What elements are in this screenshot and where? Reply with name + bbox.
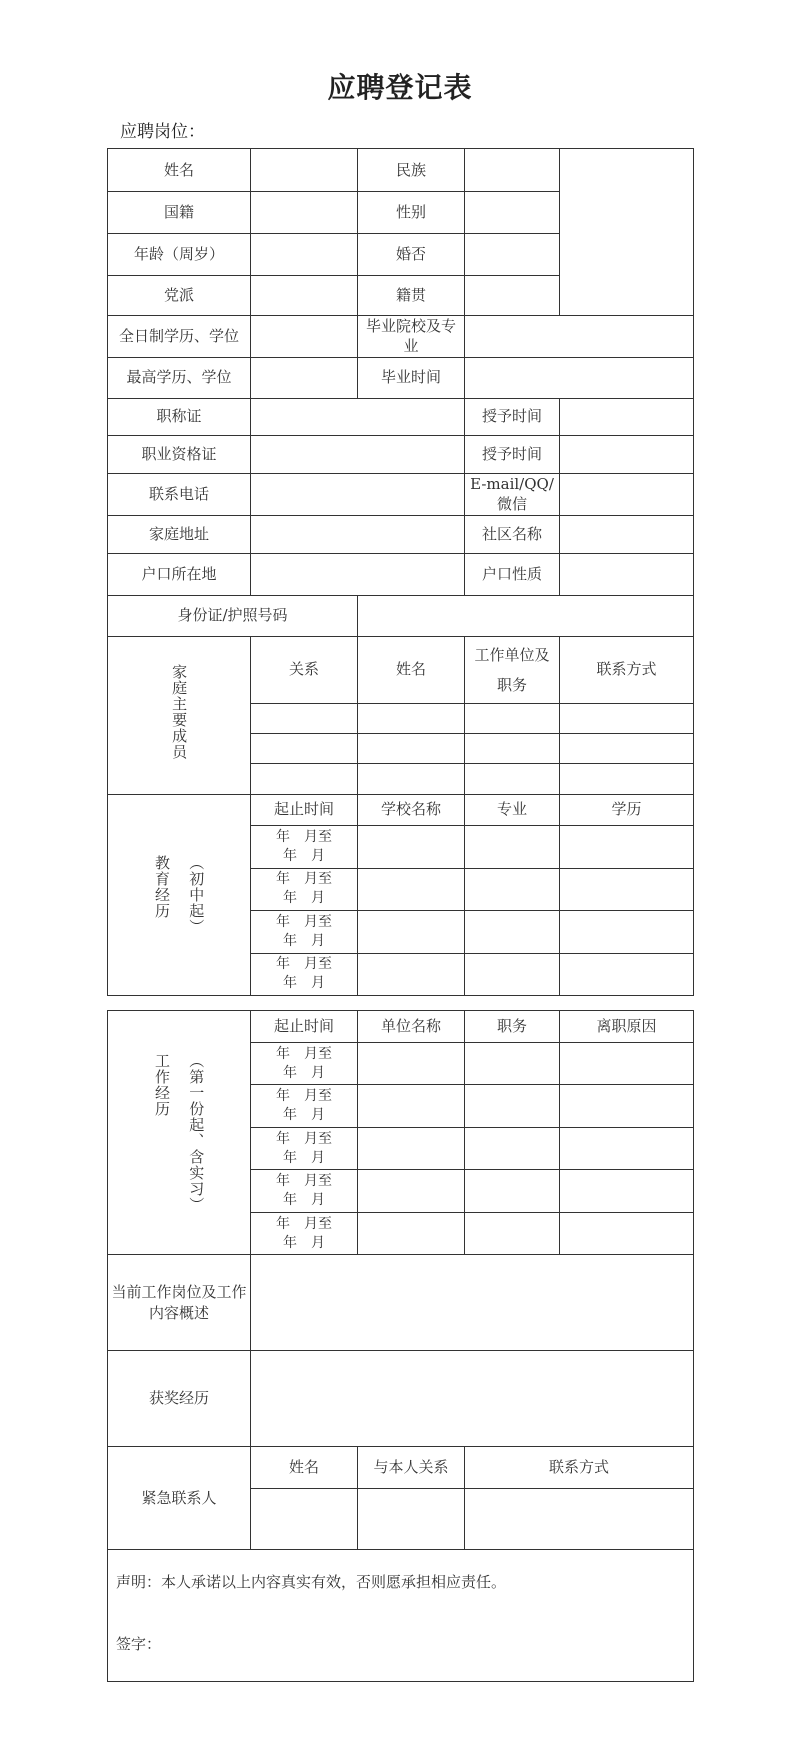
label-grad-school: 毕业院校及专业	[358, 316, 465, 358]
field-highest-edu[interactable]	[251, 357, 358, 398]
label-current-job: 当前工作岗位及工作内容概述	[108, 1255, 251, 1351]
field-nationality[interactable]	[251, 192, 358, 234]
edu-cell[interactable]	[358, 868, 465, 910]
field-qual-cert[interactable]	[251, 435, 465, 473]
edu-header-school: 学校名称	[358, 794, 465, 825]
label-nationality: 国籍	[108, 192, 251, 234]
education-section-label	[108, 794, 251, 995]
field-hukou[interactable]	[251, 553, 465, 595]
label-gender: 性别	[358, 192, 465, 234]
family-cell[interactable]	[465, 703, 560, 733]
field-fulltime-edu[interactable]	[251, 316, 358, 358]
position-label: 应聘岗位：	[120, 122, 205, 142]
work-cell[interactable]	[560, 1128, 694, 1170]
field-grant-time[interactable]	[560, 398, 694, 435]
family-cell[interactable]	[560, 733, 694, 763]
field-email[interactable]	[560, 473, 694, 515]
edu-period-cell[interactable]: 年 月至 年 月	[251, 953, 358, 995]
work-cell[interactable]	[358, 1213, 465, 1255]
work-period-cell[interactable]: 年 月至 年 月	[251, 1170, 358, 1213]
field-emergency-name[interactable]	[251, 1489, 358, 1550]
family-section-label: 家庭主要成员	[108, 636, 251, 794]
work-header-position: 职务	[465, 1011, 560, 1043]
field-age[interactable]	[251, 234, 358, 276]
edu-cell[interactable]	[560, 868, 694, 910]
family-header-relation: 关系	[251, 636, 358, 703]
field-marital[interactable]	[465, 234, 560, 276]
label-hukou-type: 户口性质	[465, 553, 560, 595]
edu-cell[interactable]	[560, 825, 694, 868]
family-cell[interactable]	[251, 733, 358, 763]
edu-header-period: 起止时间	[251, 794, 358, 825]
label-id-number: 身份证/护照号码	[108, 595, 358, 636]
emergency-header-relation: 与本人关系	[358, 1447, 465, 1489]
work-cell[interactable]	[465, 1085, 560, 1128]
edu-cell[interactable]	[560, 953, 694, 995]
field-emergency-contact[interactable]	[465, 1489, 694, 1550]
field-gender[interactable]	[465, 192, 560, 234]
work-cell[interactable]	[465, 1043, 560, 1085]
label-party: 党派	[108, 276, 251, 316]
work-cell[interactable]	[358, 1043, 465, 1085]
edu-cell[interactable]	[465, 825, 560, 868]
education-section-note: （初中起）	[187, 854, 206, 935]
work-cell[interactable]	[560, 1213, 694, 1255]
field-emergency-relation[interactable]	[358, 1489, 465, 1550]
field-title-cert[interactable]	[251, 398, 465, 435]
field-ethnicity[interactable]	[465, 149, 560, 192]
label-highest-edu: 最高学历、学位	[108, 357, 251, 398]
work-header-period: 起止时间	[251, 1011, 358, 1043]
field-grad-time[interactable]	[465, 357, 694, 398]
work-section-label	[108, 1011, 251, 1255]
work-header-company: 单位名称	[358, 1011, 465, 1043]
work-section-title: 工作经历	[153, 1052, 171, 1117]
edu-cell[interactable]	[358, 953, 465, 995]
label-awards: 获奖经历	[108, 1351, 251, 1447]
declaration-text: 声明：本人承诺以上内容真实有效，否则愿承担相应责任。	[116, 1573, 507, 1591]
declaration-block	[108, 1550, 694, 1682]
family-header-contact: 联系方式	[560, 636, 694, 703]
family-cell[interactable]	[251, 703, 358, 733]
edu-header-major: 专业	[465, 794, 560, 825]
field-name[interactable]	[251, 149, 358, 192]
field-hukou-type[interactable]	[560, 553, 694, 595]
photo-box[interactable]	[560, 149, 694, 316]
education-section-title: 教育经历	[153, 854, 171, 919]
family-header-work: 工作单位及职务	[465, 636, 560, 703]
field-current-job[interactable]	[251, 1255, 694, 1351]
label-grant-time: 授予时间	[465, 398, 560, 435]
form-title: 应聘登记表	[327, 71, 473, 104]
label-emergency-contact: 紧急联系人	[108, 1447, 251, 1550]
edu-header-degree: 学历	[560, 794, 694, 825]
family-cell[interactable]	[560, 703, 694, 733]
work-cell[interactable]	[465, 1213, 560, 1255]
label-fulltime-edu: 全日制学历、学位	[108, 316, 251, 358]
edu-cell[interactable]	[560, 910, 694, 953]
work-cell[interactable]	[560, 1043, 694, 1085]
registration-table-part1	[107, 148, 694, 996]
field-native-place[interactable]	[465, 276, 560, 316]
edu-cell[interactable]	[465, 953, 560, 995]
work-period-cell[interactable]: 年 月至 年 月	[251, 1213, 358, 1255]
field-party[interactable]	[251, 276, 358, 316]
family-cell[interactable]	[358, 763, 465, 794]
label-name: 姓名	[108, 149, 251, 192]
label-title-cert: 职称证	[108, 398, 251, 435]
edu-cell[interactable]	[358, 825, 465, 868]
work-cell[interactable]	[358, 1085, 465, 1128]
family-cell[interactable]	[465, 763, 560, 794]
work-cell[interactable]	[560, 1085, 694, 1128]
label-marital: 婚否	[358, 234, 465, 276]
label-phone: 联系电话	[108, 473, 251, 515]
label-email: E-mail/QQ/微信	[465, 473, 560, 515]
edu-cell[interactable]	[358, 910, 465, 953]
emergency-header-name: 姓名	[251, 1447, 358, 1489]
work-period-cell[interactable]: 年 月至 年 月	[251, 1085, 358, 1128]
work-section-note: （第一份起、含实习）	[187, 1052, 206, 1213]
field-grad-school[interactable]	[465, 316, 694, 358]
label-grad-time: 毕业时间	[358, 357, 465, 398]
work-cell[interactable]	[358, 1128, 465, 1170]
family-cell[interactable]	[465, 733, 560, 763]
edu-period-cell[interactable]: 年 月至 年 月	[251, 868, 358, 910]
work-cell[interactable]	[465, 1128, 560, 1170]
field-id-number[interactable]	[358, 595, 694, 636]
signature-label[interactable]: 签字：	[116, 1635, 162, 1654]
work-cell[interactable]	[560, 1170, 694, 1213]
edu-cell[interactable]	[465, 910, 560, 953]
emergency-header-contact: 联系方式	[465, 1447, 694, 1489]
family-cell[interactable]	[251, 763, 358, 794]
field-phone[interactable]	[251, 473, 465, 515]
label-native-place: 籍贯	[358, 276, 465, 316]
field-address[interactable]	[251, 515, 465, 553]
registration-table-part2	[107, 1010, 694, 1682]
family-cell[interactable]	[358, 733, 465, 763]
family-cell[interactable]	[560, 763, 694, 794]
family-cell[interactable]	[358, 703, 465, 733]
edu-period-cell[interactable]: 年 月至 年 月	[251, 910, 358, 953]
field-community[interactable]	[560, 515, 694, 553]
field-grant-time-2[interactable]	[560, 435, 694, 473]
label-community: 社区名称	[465, 515, 560, 553]
work-cell[interactable]	[465, 1170, 560, 1213]
work-period-cell[interactable]: 年 月至 年 月	[251, 1043, 358, 1085]
field-awards[interactable]	[251, 1351, 694, 1447]
family-header-name: 姓名	[358, 636, 465, 703]
label-hukou: 户口所在地	[108, 553, 251, 595]
edu-cell[interactable]	[465, 868, 560, 910]
label-address: 家庭地址	[108, 515, 251, 553]
edu-period-cell[interactable]: 年 月至 年 月	[251, 825, 358, 868]
work-cell[interactable]	[358, 1170, 465, 1213]
work-period-cell[interactable]: 年 月至 年 月	[251, 1128, 358, 1170]
work-header-reason: 离职原因	[560, 1011, 694, 1043]
label-qual-cert: 职业资格证	[108, 435, 251, 473]
label-age: 年龄（周岁）	[108, 234, 251, 276]
label-grant-time-2: 授予时间	[465, 435, 560, 473]
label-ethnicity: 民族	[358, 149, 465, 192]
